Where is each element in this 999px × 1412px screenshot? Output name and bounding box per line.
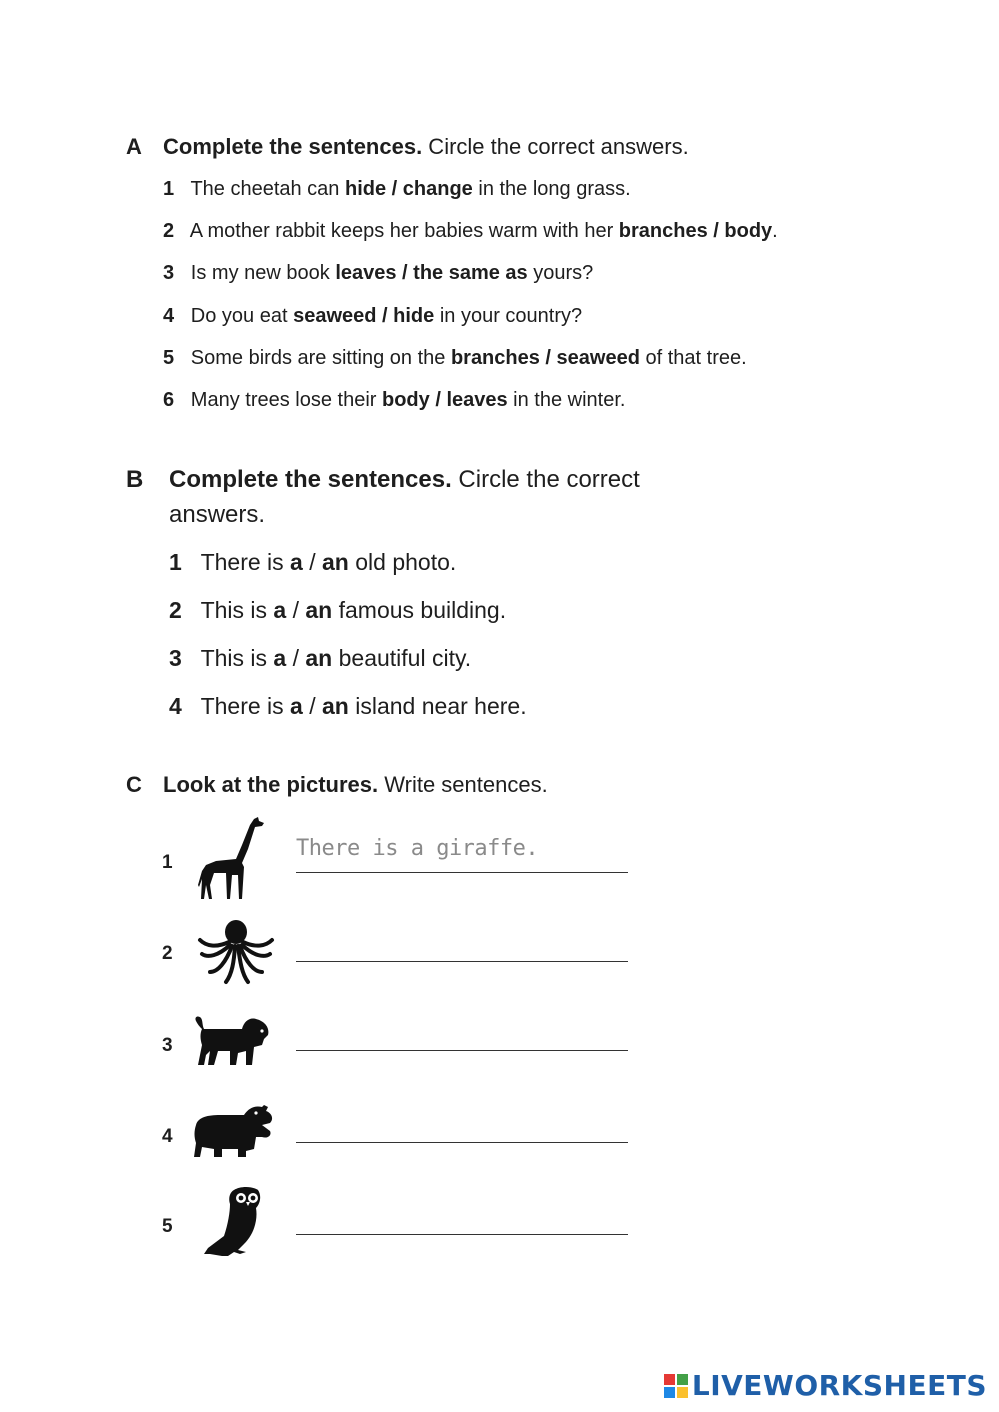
option-an[interactable]: an	[322, 549, 349, 575]
section-a-item-4	[163, 305, 582, 328]
answer-options[interactable]: seaweed / hide	[293, 305, 435, 327]
item-text-after: in the long grass.	[472, 178, 631, 200]
section-b-heading	[169, 466, 640, 494]
item-text-after: island near here.	[348, 693, 527, 719]
item-text-before: Do you eat	[190, 305, 294, 327]
section-c-heading	[163, 772, 548, 798]
item-text-after: of that tree.	[639, 347, 747, 369]
item-text-after: old photo.	[348, 549, 457, 575]
item-text-after: yours?	[527, 262, 594, 284]
answer-line[interactable]	[296, 1234, 628, 1235]
answer-field[interactable]: There is a giraffe.	[296, 836, 539, 861]
answer-options[interactable]: branches / body	[618, 220, 773, 242]
giraffe-icon	[192, 815, 270, 905]
item-number: 1	[169, 549, 182, 575]
option-separator: /	[286, 645, 306, 671]
option-a[interactable]: a	[273, 645, 287, 671]
item-text-before: Some birds are sitting on the	[190, 347, 451, 369]
section-c-item-1	[0, 815, 999, 905]
item-text-after: in your country?	[434, 305, 583, 327]
item-text-before: The cheetah can	[190, 178, 345, 200]
item-number: 1	[162, 852, 173, 873]
section-b-item-1	[169, 549, 456, 576]
section-a-item-2	[163, 220, 778, 243]
option-a[interactable]: a	[273, 597, 287, 623]
answer-line[interactable]	[296, 872, 628, 873]
section-b-heading-line2: answers.	[169, 501, 266, 528]
item-number: 5	[163, 347, 175, 369]
answer-line[interactable]	[296, 1050, 628, 1051]
item-number: 4	[162, 1126, 173, 1147]
owl-icon	[200, 1186, 270, 1258]
item-text-before: A mother rabbit keeps her babies warm with her	[189, 220, 619, 242]
item-text-before: There is	[200, 693, 291, 719]
item-number: 4	[163, 305, 175, 327]
option-separator: /	[302, 693, 323, 719]
item-text-before: Many trees lose their	[190, 389, 382, 411]
liveworksheets-logo	[664, 1369, 987, 1402]
item-number: 2	[169, 597, 182, 623]
section-c-item-2	[0, 918, 999, 1008]
option-an[interactable]: an	[322, 693, 349, 719]
item-number: 2	[162, 943, 173, 964]
section-a-heading	[163, 134, 689, 160]
hippo-icon	[192, 1103, 274, 1161]
section-c-letter: C	[126, 772, 142, 797]
section-b-heading-rest: Circle the correct	[451, 466, 640, 493]
section-b-item-4	[169, 693, 527, 720]
section-a-heading-bold: Complete the sentences.	[163, 134, 423, 159]
item-number: 3	[163, 262, 175, 284]
section-a-item-5	[163, 347, 747, 370]
item-text-after: famous building.	[332, 597, 507, 623]
section-c-heading-rest: Write sentences.	[378, 772, 548, 797]
item-number: 3	[169, 645, 182, 671]
section-c-item-4	[0, 1103, 999, 1193]
answer-options[interactable]: body / leaves	[382, 389, 508, 411]
item-number: 4	[169, 693, 182, 719]
section-b-letter: B	[126, 466, 144, 493]
item-text-before: There is	[200, 549, 291, 575]
item-number: 6	[163, 389, 175, 411]
section-a-item-6	[163, 389, 625, 412]
section-c-heading-bold: Look at the pictures.	[163, 772, 379, 797]
logo-text: LIVEWORKSHEETS	[691, 1369, 987, 1402]
item-number: 5	[162, 1216, 173, 1237]
section-c-item-3	[0, 1015, 999, 1105]
option-an[interactable]: an	[305, 645, 333, 671]
item-text-before: This is	[200, 597, 274, 623]
octopus-icon	[196, 918, 276, 988]
section-a-heading-rest: Circle the correct answers.	[422, 134, 689, 159]
item-number: 3	[162, 1035, 173, 1056]
item-number: 1	[163, 178, 175, 200]
lion-icon	[192, 1015, 272, 1069]
option-separator: /	[302, 549, 323, 575]
item-text-after: in the winter.	[507, 389, 626, 411]
option-an[interactable]: an	[305, 597, 333, 623]
option-a[interactable]: a	[290, 693, 303, 719]
section-b-item-2	[169, 597, 506, 624]
answer-options[interactable]: leaves / the same as	[335, 262, 528, 284]
answer-options[interactable]: branches / seaweed	[450, 347, 640, 369]
section-a-item-3	[163, 262, 593, 285]
option-a[interactable]: a	[290, 549, 303, 575]
section-b-item-3	[169, 645, 471, 672]
item-text-after: beautiful city.	[332, 645, 472, 671]
logo-mark-icon	[664, 1374, 688, 1398]
section-c-item-5	[0, 1186, 999, 1276]
answer-options[interactable]: hide / change	[345, 178, 473, 200]
item-number: 2	[163, 220, 175, 242]
section-b-heading-bold: Complete the sentences.	[169, 466, 452, 493]
item-text-after: .	[772, 220, 778, 242]
option-separator: /	[286, 597, 306, 623]
section-a-item-1	[163, 178, 631, 201]
section-a-letter: A	[126, 134, 142, 159]
item-text-before: Is my new book	[190, 262, 336, 284]
answer-line[interactable]	[296, 1142, 628, 1143]
answer-line[interactable]	[296, 961, 628, 962]
item-text-before: This is	[200, 645, 274, 671]
